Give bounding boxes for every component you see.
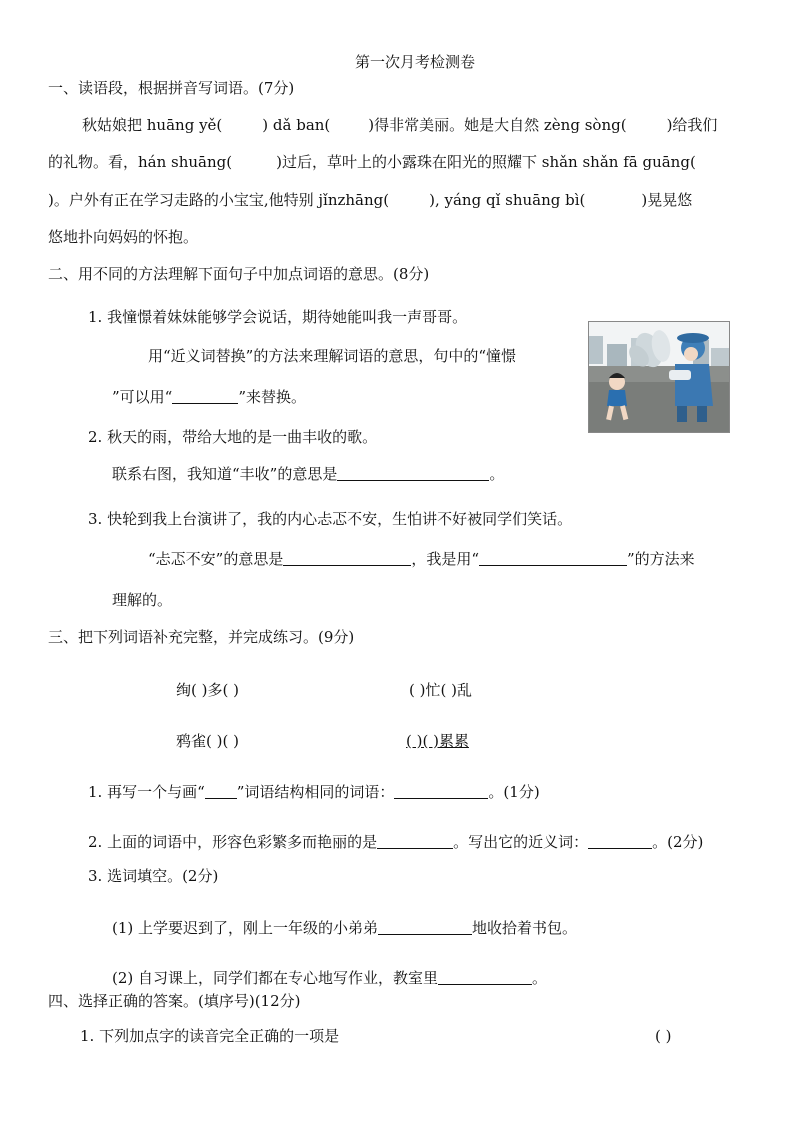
s1-line-3: )。户外有正在学习走路的小宝宝,他特别 jǐnzhāng( ), yáng qǐ shuāng bì( )晃晃悠 (48, 191, 693, 209)
s3-question-1: 1. 再写一个与画“ ”词语结构相同的词语： 。(1分) (88, 783, 540, 801)
idiom-1: 绚( )多( ) (176, 681, 239, 699)
s4-q1-answer-paren[interactable]: ( ) (655, 1027, 672, 1045)
section-4-heading: 四、选择正确的答案。(填序号)(12分) (48, 992, 301, 1010)
s1-line-2: 的礼物。看，hán shuāng( )过后，草叶上的小露珠在阳光的照耀下 shǎn shǎn fā guāng( (48, 153, 696, 171)
s2-q3-line-a: “忐忑不安”的意思是 ，我是用“ ”的方法来 (148, 550, 695, 568)
harvest-image (589, 322, 729, 432)
section-3-heading: 三、把下列词语补充完整，并完成练习。(9分) (48, 628, 355, 646)
section-1-heading: 一、读语段，根据拼音写词语。(7分) (48, 79, 295, 97)
s2-q2-line-a: 联系右图，我知道“丰收”的意思是 。 (112, 465, 505, 483)
idiom-2: ( )忙( )乱 (409, 681, 472, 699)
s1-line-4: 悠地扑向妈妈的怀抱。 (48, 228, 199, 246)
answer-blank[interactable] (337, 466, 489, 481)
s2-question-2: 2. 秋天的雨，带给大地的是一曲丰收的歌。 (88, 428, 378, 446)
s1-line-1: 秋姑娘把 huāng yě( ) dǎ ban( )得非常美丽。她是大自然 zèng sòng( )给我们 (82, 116, 718, 134)
answer-blank[interactable] (377, 834, 453, 849)
answer-blank[interactable] (438, 970, 532, 985)
s2-question-1: 1. 我憧憬着妹妹能够学会说话，期待她能叫我一声哥哥。 (88, 308, 468, 326)
answer-blank[interactable] (283, 551, 411, 566)
idiom-3: 鸦雀( )( ) (176, 732, 239, 750)
answer-blank[interactable] (378, 920, 472, 935)
s2-q1-line-b: ”可以用“ ”来替换。 (112, 388, 307, 406)
s4-question-1: 1. 下列加点字的读音完全正确的一项是 (80, 1027, 340, 1045)
section-2-heading: 二、用不同的方法理解下面句子中加点词语的意思。(8分) (48, 265, 430, 283)
answer-blank[interactable] (588, 834, 652, 849)
idiom-4-underlined: ( )( )累累 (406, 732, 469, 750)
answer-blank[interactable] (172, 389, 238, 404)
s3-question-3: 3. 选词填空。(2分) (88, 867, 219, 885)
page-title: 第一次月考检测卷 (355, 53, 476, 71)
answer-blank[interactable] (479, 551, 627, 566)
s2-q1-line-a: 用“近义词替换”的方法来理解词语的意思，句中的“憧憬 (148, 347, 517, 365)
s2-q3-line-b: 理解的。 (112, 591, 173, 609)
harvest-illustration (588, 321, 730, 433)
s3-question-2: 2. 上面的词语中，形容色彩繁多而艳丽的是 。写出它的近义词： 。(2分) (88, 833, 704, 851)
s3-q3-item-1: (1) 上学要迟到了，刚上一年级的小弟弟 地收拾着书包。 (112, 919, 578, 937)
answer-blank[interactable] (394, 784, 488, 799)
s2-question-3: 3. 快轮到我上台演讲了，我的内心忐忑不安，生怕讲不好被同学们笑话。 (88, 510, 573, 528)
s3-q3-item-2: (2) 自习课上，同学们都在专心地写作业，教室里 。 (112, 969, 548, 987)
